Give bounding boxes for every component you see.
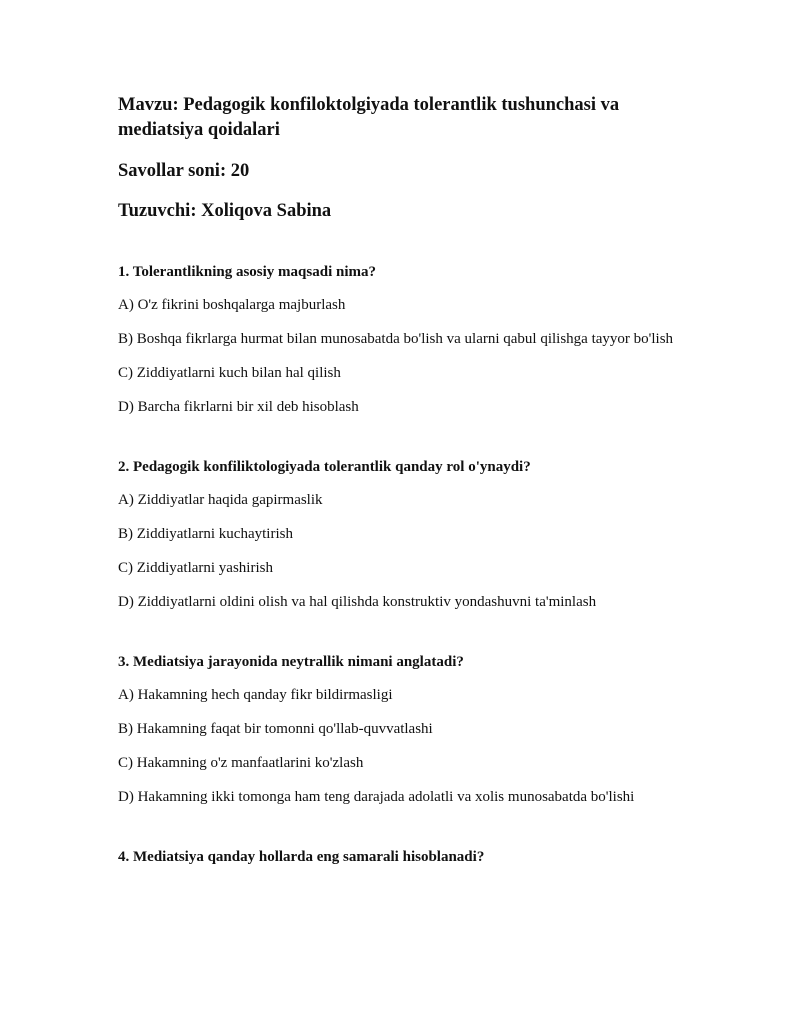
question-text: 1. Tolerantlikning asosiy maqsadi nima? — [118, 264, 376, 280]
question-text: 3. Mediatsiya jarayonida neytrallik nimani anglatadi? — [118, 654, 464, 670]
answer-option: C) Ziddiyatlarni yashirish — [118, 560, 273, 576]
answer-option: A) Hakamning hech qanday fikr bildirmasligi — [118, 687, 393, 703]
question-count: Savollar soni: 20 — [118, 161, 250, 181]
answer-option: C) Ziddiyatlarni kuch bilan hal qilish — [118, 365, 341, 381]
question-item — [118, 262, 678, 417]
question-item — [118, 652, 678, 807]
question-list — [118, 262, 678, 867]
answer-option: B) Hakamning faqat bir tomonni qo'llab-quvvatlashi — [118, 721, 433, 737]
question-text: 2. Pedagogik konfiliktologiyada tolerantlik qanday rol o'ynaydi? — [118, 459, 531, 475]
answer-option: A) Ziddiyatlar haqida gapirmaslik — [118, 492, 323, 508]
question-text: 4. Mediatsiya qanday hollarda eng samarali hisoblanadi? — [118, 849, 485, 865]
question-item — [118, 847, 678, 867]
question-item — [118, 457, 678, 612]
answer-option: D) Ziddiyatlarni oldini olish va hal qilishda konstruktiv yondashuvni ta'minlash — [118, 594, 597, 610]
answer-option: D) Hakamning ikki tomonga ham teng darajada adolatli va xolis munosabatda bo'lishi — [118, 789, 635, 805]
answer-option: B) Boshqa fikrlarga hurmat bilan munosabatda bo'lish va ularni qabul qilishga tayyor bo'lish — [118, 331, 674, 347]
answer-option: B) Ziddiyatlarni kuchaytirish — [118, 526, 293, 542]
document-title: Mavzu: Pedagogik konfiloktolgiyada tolerantlik tushunchasi va mediatsiya qoidalari — [118, 95, 620, 140]
author: Tuzuvchi: Xoliqova Sabina — [118, 201, 332, 221]
answer-option: A) O'z fikrini boshqalarga majburlash — [118, 297, 346, 313]
answer-option: D) Barcha fikrlarni bir xil deb hisoblash — [118, 399, 359, 415]
answer-option: C) Hakamning o'z manfaatlarini ko'zlash — [118, 755, 364, 771]
document-page — [118, 93, 678, 880]
